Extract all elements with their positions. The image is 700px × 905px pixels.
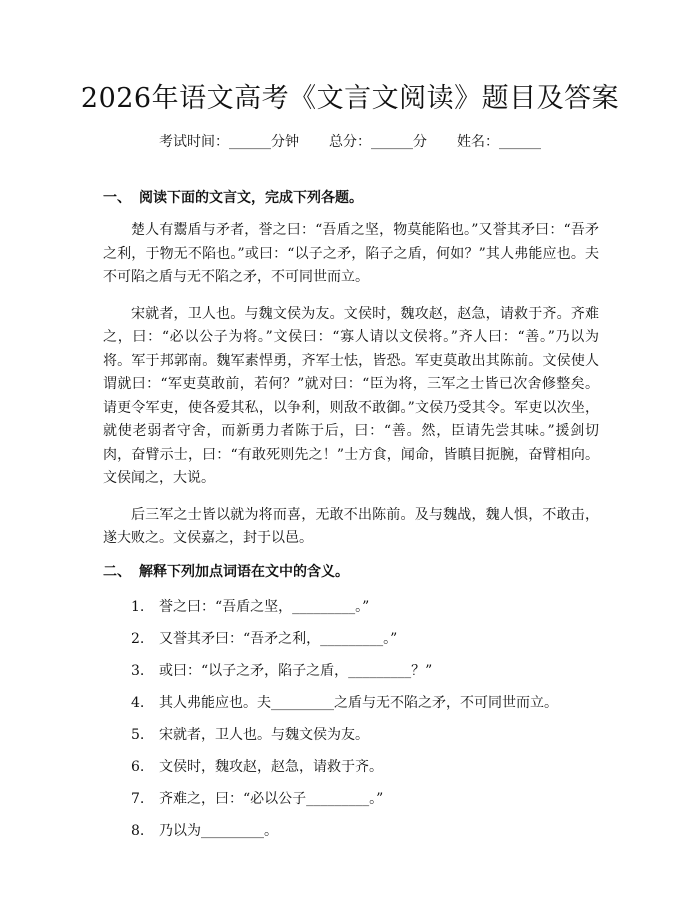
- question-number: 2.: [131, 630, 145, 647]
- question-item: [103, 751, 599, 783]
- question-text: 文侯时，魏攻赵，赵急，请救于齐。: [159, 758, 383, 775]
- exam-score: 总分：______分: [329, 134, 427, 150]
- section-1-title: 阅读下面的文言文，完成下列各题。: [139, 190, 363, 206]
- question-item: [103, 623, 599, 655]
- question-number: 6.: [131, 758, 145, 775]
- section-2-number: 二、: [103, 563, 131, 580]
- question-number: 5.: [131, 726, 145, 743]
- question-text: 或曰：“以子之矛，陷子之盾，_________？”: [159, 662, 433, 679]
- passage-paragraph-2: 宋就者，卫人也。与魏文侯为友。文侯时，魏攻赵，赵急，请救于齐。齐难之，曰：“必以公子为将。”文侯曰：“寡人请以文侯将。”齐人曰：“善。”乃以为将。军于邦郭南。魏军素悍勇，齐军士怯，皆恐。军吏莫敢出其陈前。文侯使人谓就曰：“军吏莫敢前，若何？”就对曰：“臣为将，三军之士皆已次舍修整矣。请更令军吏，使各爱其私，以争利，则敌不敢御。”文侯乃受其令。军吏以次坐，就使老弱者守舍，而新勇力者陈于后，曰：“善。然，臣请先尝其味。”援剑切肉，奋臂示士，曰：“有敢死则先之！”士方食，闻命，皆瞋目扼腕，奋臂相向。文侯闻之，大说。: [103, 305, 599, 486]
- section-1-heading: [103, 188, 599, 208]
- question-list: [103, 591, 599, 847]
- section-2-heading: [103, 562, 599, 582]
- section-1-number: 一、: [103, 190, 131, 206]
- document-title: 2026年语文高考《文言文阅读》题目及答案: [80, 83, 620, 114]
- exam-meta: [0, 132, 700, 152]
- question-number: 7.: [131, 790, 145, 807]
- exam-time: 考试时间：______分钟: [159, 134, 299, 150]
- exam-name: 姓名：______: [457, 134, 541, 150]
- question-text: 又誉其矛曰：“吾矛之利，_________。”: [159, 630, 398, 647]
- question-text: 其人弗能应也。夫_________之盾与无不陷之矛，不可同世而立。: [159, 694, 558, 711]
- question-text: 誉之曰：“吾盾之坚，_________。”: [159, 598, 370, 615]
- question-text: 宋就者，卫人也。与魏文侯为友。: [159, 726, 369, 743]
- question-item: [103, 719, 599, 751]
- passage-paragraph-3: 后三军之士皆以就为将而喜，无敢不出陈前。及与魏战，魏人惧，不敢击，遂大败之。文侯嘉之，封于以邑。: [103, 506, 599, 546]
- question-item: [103, 687, 599, 719]
- question-number: 3.: [131, 662, 145, 679]
- question-item: [103, 655, 599, 687]
- document-body: [103, 188, 599, 847]
- question-item: [103, 783, 599, 815]
- question-item: [103, 591, 599, 623]
- question-text: 乃以为_________。: [159, 822, 278, 839]
- question-item: [103, 815, 599, 847]
- question-number: 8.: [131, 822, 145, 839]
- section-2-title: 解释下列加点词语在文中的含义。: [139, 563, 349, 580]
- question-number: 1.: [131, 598, 145, 615]
- question-number: 4.: [131, 694, 145, 711]
- question-text: 齐难之，曰：“必以公子_________。”: [159, 790, 384, 807]
- passage-paragraph-1: 楚人有鬻盾与矛者，誉之曰：“吾盾之坚，物莫能陷也。”又誉其矛曰：“吾矛之利，于物无不陷也。”或曰：“以子之矛，陷子之盾，何如？”其人弗能应也。夫不可陷之盾与无不陷之矛，不可同世而立。: [103, 222, 599, 285]
